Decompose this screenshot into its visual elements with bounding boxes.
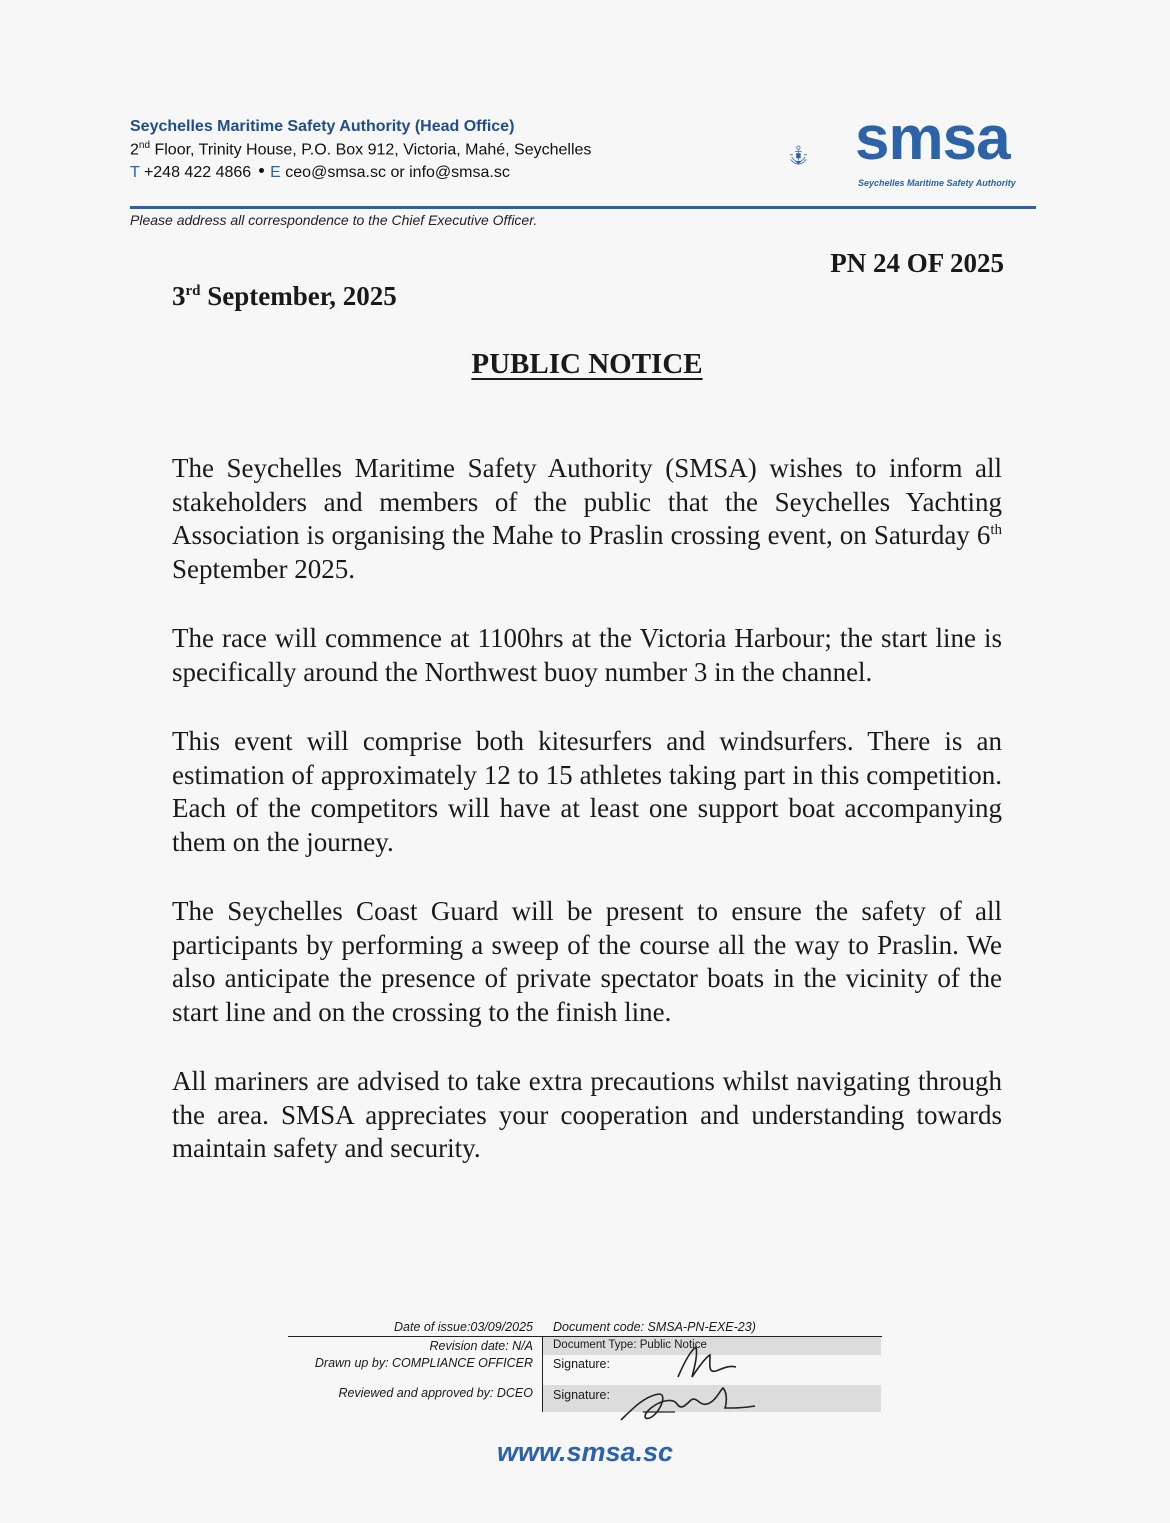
phone-number: +248 422 4866 [143,164,252,181]
bullet-icon [259,168,264,173]
paragraph-3: This event will comprise both kitesurfers and windsurfers. There is an estimation of approximately 12 to 15 athletes taking part in this competition. Each of the competitors will have at least one support boat accompanying them on the journey. [172,726,1002,857]
signature-1 [670,1343,745,1383]
notice-number: PN 24 OF 2025 [830,248,1004,278]
drawn-up-by: Drawn up by: COMPLIANCE OFFICER [314,1356,533,1370]
paragraph-2: The race will commence at 1100hrs at the Victoria Harbour; the start line is specifically around the Northwest buoy number 3 in the channel. [172,623,1002,687]
anchor-lighthouse-icon [790,116,860,196]
letterhead-divider [130,206,1036,209]
org-name: Seychelles Maritime Safety Authority (Head Office) [130,118,515,135]
signature-label-2: Signature: [553,1388,610,1402]
email-addresses: ceo@smsa.sc or info@smsa.sc [285,164,510,181]
website-link[interactable]: www.smsa.sc [496,1437,674,1467]
notice-title: PUBLIC NOTICE [471,348,703,380]
document-code: Document code: SMSA-PN-EXE-23) [553,1320,756,1334]
date-of-issue: Date of issue:03/09/2025 [394,1320,533,1334]
document-type: Document Type: Public Notice [553,1339,707,1351]
reviewed-by: Reviewed and approved by: DCEO [338,1386,533,1400]
org-contact [130,164,510,182]
logo-subtitle: Seychelles Maritime Safety Authority [858,178,1016,188]
phone-label: T [130,164,140,181]
notice-date: 3rd September, 2025 [172,281,397,311]
paragraph-1: The Seychelles Maritime Safety Authority (SMSA) wishes to inform all stakeholders and members of the public that the Seychelles Yachting Association is organising the Mahe to Praslin crossing event, on Saturday 6th September 2025. [172,453,1002,584]
paragraph-4: The Seychelles Coast Guard will be present to ensure the safety of all participants by performing a sweep of the course all the way to Praslin. We also anticipate the presence of private spectator boats in the vicinity of the start line and on the crossing to the finish line. [172,896,1002,1027]
notice-body [172,452,1002,1202]
correspondence-note: Please address all correspondence to the Chief Executive Officer. [130,212,538,228]
email-label: E [270,164,281,181]
logo-wordmark: smsa [855,104,1010,173]
org-address: 2nd Floor, Trinity House, P.O. Box 912, Victoria, Mahé, Seychelles [130,140,592,159]
paragraph-5: All mariners are advised to take extra precautions whilst navigating through the area. SMSA appreciates your cooperation and understanding towards maintain safety and security. [172,1066,1002,1163]
signature-2 [615,1378,760,1428]
revision-date: Revision date: N/A [429,1339,533,1353]
signature-label-1: Signature: [553,1357,610,1371]
